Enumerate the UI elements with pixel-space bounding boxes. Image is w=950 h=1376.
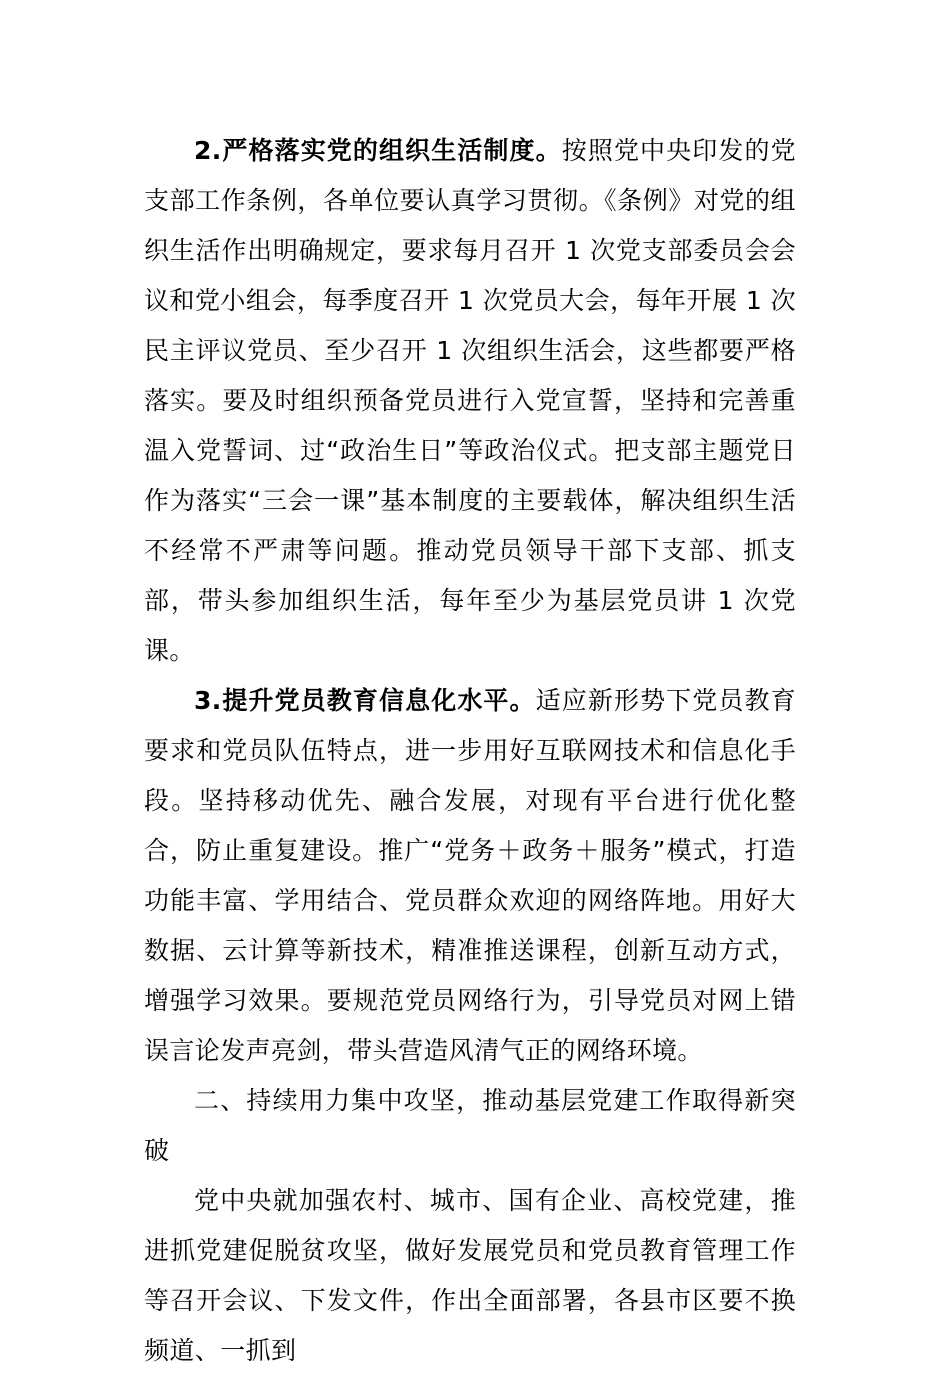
paragraph-central-committee <box>144 1176 796 1376</box>
paragraph-heading: 3.提升党员教育信息化水平。 <box>194 686 536 715</box>
paragraph-organizational-life <box>144 126 796 676</box>
paragraph-text: 适应新形势下党员教育要求和党员队伍特点，进一步用好互联网技术和信息化手段。坚持移动优先、融合发展，对现有平台进行优化整合，防止重复建设。推广“党务＋政务＋服务”模式，打造功能丰富、学用结合、党员群众欢迎的网络阵地。用好大数据、云计算等新技术，精准推送课程，创新互动方式，增强学习效果。要规范党员网络行为，引导党员对网上错误言论发声亮剑，带头营造风清气正的网络环境。 <box>144 686 796 1065</box>
paragraph-text: 按照党中央印发的党支部工作条例，各单位要认真学习贯彻。《条例》对党的组织生活作出明确规定，要求每月召开 1 次党支部委员会会议和党小组会，每季度召开 1 次党员大会，每年开展 1 次民主评议党员、至少召开 1 次组织生活会，这些都要严格落实。要及时组织预备党员进行入党宣誓，坚持和完善重温入党誓词、过“政治生日”等政治仪式。把支部主题党日作为落实“三会一课”基本制度的主要载体，解决组织生活不经常不严肃等问题。推动党员领导干部下支部、抓支部，带头参加组织生活，每年至少为基层党员讲 1 次党课。 <box>144 136 796 665</box>
section-heading <box>144 1076 796 1176</box>
paragraph-education-informatization <box>144 676 796 1076</box>
paragraph-heading: 2.严格落实党的组织生活制度。 <box>194 136 562 165</box>
document-body <box>144 126 796 1376</box>
paragraph-text: 党中央就加强农村、城市、国有企业、高校党建，推进抓党建促脱贫攻坚，做好发展党员和党员教育管理工作等召开会议、下发文件，作出全面部署，各县市区要不换频道、一抓到 <box>144 1186 796 1365</box>
section-heading-text: 二、持续用力集中攻坚，推动基层党建工作取得新突破 <box>144 1086 796 1165</box>
